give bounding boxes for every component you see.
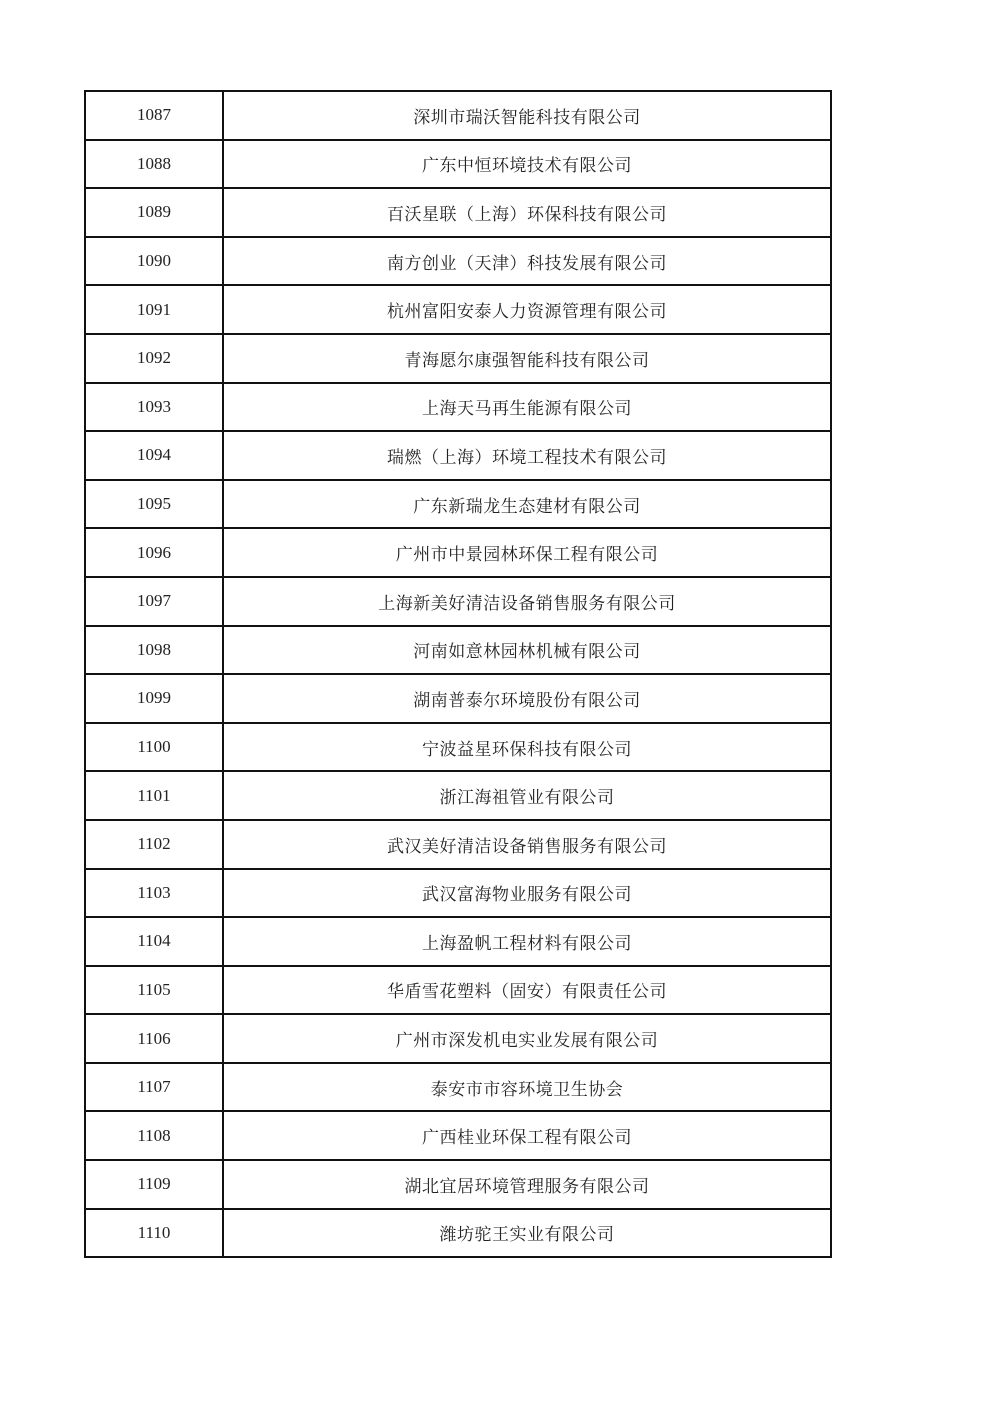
row-number: 1100 <box>85 723 223 772</box>
row-number: 1095 <box>85 480 223 529</box>
table-row <box>85 237 831 286</box>
company-name: 青海愿尔康强智能科技有限公司 <box>223 334 831 383</box>
table-row <box>85 917 831 966</box>
company-name: 上海盈帆工程材料有限公司 <box>223 917 831 966</box>
company-name: 瑞燃（上海）环境工程技术有限公司 <box>223 431 831 480</box>
table-body <box>85 91 831 1257</box>
row-number: 1090 <box>85 237 223 286</box>
company-name: 浙江海祖管业有限公司 <box>223 771 831 820</box>
company-name: 广东中恒环境技术有限公司 <box>223 140 831 189</box>
company-name: 广州市深发机电实业发展有限公司 <box>223 1014 831 1063</box>
table-row <box>85 1014 831 1063</box>
row-number: 1089 <box>85 188 223 237</box>
row-number: 1101 <box>85 771 223 820</box>
row-number: 1097 <box>85 577 223 626</box>
row-number: 1094 <box>85 431 223 480</box>
table-row <box>85 1160 831 1209</box>
table-row <box>85 431 831 480</box>
row-number: 1096 <box>85 528 223 577</box>
company-name: 泰安市市容环境卫生协会 <box>223 1063 831 1112</box>
table-row <box>85 577 831 626</box>
table-row <box>85 140 831 189</box>
row-number: 1103 <box>85 869 223 918</box>
table-row <box>85 674 831 723</box>
company-name: 深圳市瑞沃智能科技有限公司 <box>223 91 831 140</box>
table-row <box>85 869 831 918</box>
row-number: 1105 <box>85 966 223 1015</box>
row-number: 1099 <box>85 674 223 723</box>
company-name: 南方创业（天津）科技发展有限公司 <box>223 237 831 286</box>
table-row <box>85 383 831 432</box>
company-name: 百沃星联（上海）环保科技有限公司 <box>223 188 831 237</box>
row-number: 1093 <box>85 383 223 432</box>
table-row <box>85 1209 831 1258</box>
company-name: 上海新美好清洁设备销售服务有限公司 <box>223 577 831 626</box>
company-name: 湖南普泰尔环境股份有限公司 <box>223 674 831 723</box>
company-name: 潍坊驼王实业有限公司 <box>223 1209 831 1258</box>
table-row <box>85 1063 831 1112</box>
company-name: 武汉富海物业服务有限公司 <box>223 869 831 918</box>
table-row <box>85 91 831 140</box>
company-name: 上海天马再生能源有限公司 <box>223 383 831 432</box>
row-number: 1092 <box>85 334 223 383</box>
company-name: 湖北宜居环境管理服务有限公司 <box>223 1160 831 1209</box>
company-name: 广州市中景园林环保工程有限公司 <box>223 528 831 577</box>
table-row <box>85 626 831 675</box>
row-number: 1098 <box>85 626 223 675</box>
row-number: 1106 <box>85 1014 223 1063</box>
table-row <box>85 480 831 529</box>
row-number: 1088 <box>85 140 223 189</box>
row-number: 1102 <box>85 820 223 869</box>
company-name: 广西桂业环保工程有限公司 <box>223 1111 831 1160</box>
company-name: 杭州富阳安泰人力资源管理有限公司 <box>223 285 831 334</box>
company-name: 广东新瑞龙生态建材有限公司 <box>223 480 831 529</box>
table-row <box>85 771 831 820</box>
row-number: 1087 <box>85 91 223 140</box>
table-row <box>85 334 831 383</box>
row-number: 1104 <box>85 917 223 966</box>
company-name: 武汉美好清洁设备销售服务有限公司 <box>223 820 831 869</box>
row-number: 1108 <box>85 1111 223 1160</box>
row-number: 1107 <box>85 1063 223 1112</box>
company-name: 宁波益星环保科技有限公司 <box>223 723 831 772</box>
company-name: 华盾雪花塑料（固安）有限责任公司 <box>223 966 831 1015</box>
company-name: 河南如意林园林机械有限公司 <box>223 626 831 675</box>
row-number: 1091 <box>85 285 223 334</box>
table-row <box>85 528 831 577</box>
table-row <box>85 966 831 1015</box>
table-row <box>85 1111 831 1160</box>
table-row <box>85 285 831 334</box>
row-number: 1110 <box>85 1209 223 1258</box>
table-row <box>85 820 831 869</box>
table-row <box>85 723 831 772</box>
table-row <box>85 188 831 237</box>
company-list-table <box>84 90 832 1258</box>
row-number: 1109 <box>85 1160 223 1209</box>
